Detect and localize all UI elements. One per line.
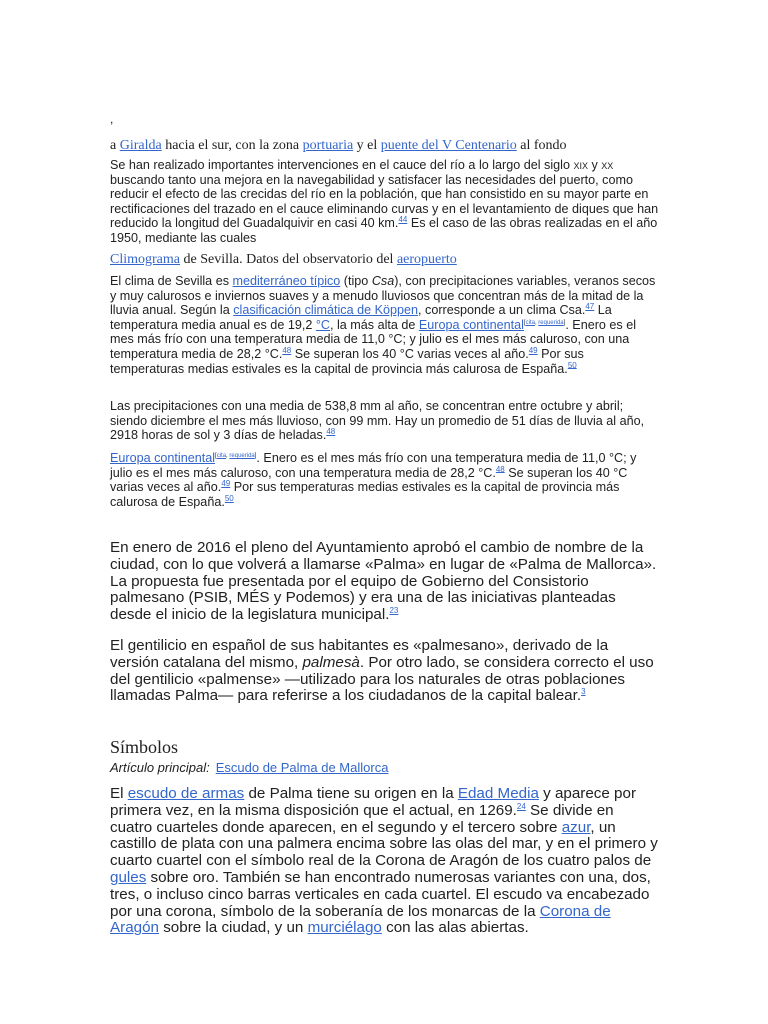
separator: ,: [226, 452, 230, 459]
paragraph-text: Se superan los 40 °C varias veces al año.: [291, 346, 529, 361]
paragraph-text: sobre oro. También se han encontrado numerosas variantes con una, dos, tres, o incluso cinco barras verticales en cada cuartel. El escudo va encabezado por una corona, símbolo de la soberanía de los monarcas de la: [110, 868, 651, 920]
paragraph-text: . Enero es el mes más frío con una temperatura media de 11,0 °C; y julio es el mes más caluroso, con una temperatura media de 28,2 °C.: [110, 317, 637, 361]
stray-mark: ,: [110, 112, 114, 126]
paragraph-text: ), con precipitaciones variables, veranos secos y muy calurosos e inviernos suaves y a menudo lluviosos que concentran más de la mitad de la lluvia anual. Según la: [110, 274, 656, 318]
paragraph-rio: [110, 158, 660, 246]
link-mediterraneo[interactable]: mediterráneo típico: [232, 274, 341, 288]
paragraph-text: Es el caso de las obras realizadas en el año 1950, mediante las cuales: [110, 216, 658, 245]
reference-link[interactable]: 23: [389, 606, 399, 616]
paragraph-cambio-nombre: [110, 540, 660, 624]
paragraph-text: y aparece por primera vez, en la misma disposición que el actual, en 1269.: [110, 785, 637, 819]
paragraph-text: La temperatura media anual es de 19,2: [110, 303, 612, 332]
paragraph-text: Por sus temperaturas medias estivales es la capital de provincia más calurosa de España.: [110, 480, 620, 509]
paragraph-text: El clima de Sevilla es: [110, 274, 233, 288]
paragraph-text: , la más alta de: [329, 317, 419, 332]
link-aeropuerto[interactable]: aeropuerto: [396, 252, 457, 267]
caption-text: y el: [353, 138, 381, 153]
century-numeral: xix: [573, 158, 588, 172]
paragraph-text: . Enero es el mes más frío con una temperatura media de 11,0 °C; y julio es el mes más caluroso, con una temperatura media de 28,2 °C.: [110, 451, 637, 480]
link-celsius[interactable]: °C: [315, 317, 330, 332]
bracket: ]: [254, 452, 257, 459]
hatnote-main-article: [110, 760, 388, 776]
link-puente-v-centenario[interactable]: puente del V Centenario: [380, 138, 517, 153]
bracket: [: [215, 452, 217, 459]
link-portuaria[interactable]: portuaria: [302, 138, 354, 153]
paragraph-text: de Palma tiene su origen en la: [244, 785, 458, 802]
citation-needed: [215, 453, 256, 459]
link-escudo-palma[interactable]: Escudo de Palma de Mallorca: [215, 760, 389, 775]
paragraph-text: Las precipitaciones con una media de 538,8 mm al año, se concentran entre octubre y abril; siendo diciembre el mes más lluvioso, con 99 mm. Hay un promedio de 51 días de lluvia al año, 2918 horas de sol y 3 días de heladas.: [110, 399, 645, 443]
link-europa-continental[interactable]: Europa continental: [418, 317, 524, 332]
reference-link[interactable]: 50: [224, 493, 234, 503]
image-caption-giralda: [110, 137, 567, 154]
link-cita[interactable]: cita: [216, 452, 227, 459]
reference-link[interactable]: 24: [516, 801, 526, 811]
paragraph-text: Se superan los 40 °C varias veces al año.: [110, 465, 628, 495]
link-gules[interactable]: gules: [110, 868, 147, 886]
climate-code: Csa: [371, 274, 395, 288]
paragraph-text: , corresponde a un clima Csa.: [418, 303, 586, 318]
paragraph-text: (tipo: [340, 274, 372, 288]
paragraph-text: Por sus temperaturas medias estivales es la capital de provincia más calurosa de España.: [110, 346, 584, 376]
paragraph-escudo: [110, 786, 660, 937]
paragraph-text: Se divide en cuatro cuarteles donde aparecen, en el segundo y el tercero sobre: [110, 801, 614, 836]
reference-link[interactable]: 50: [567, 360, 577, 370]
paragraph-text: . Por otro lado, se considera correcto el uso del gentilicio «palmense» —utilizado para los naturales de otras poblaciones llamadas Palma— para referirse a los ciudadanos de la capital balear.: [110, 653, 654, 705]
link-koppen[interactable]: clasificación climática de Köppen: [233, 303, 419, 318]
paragraph-text: y: [587, 158, 602, 172]
link-requerida[interactable]: requerida: [229, 452, 255, 459]
link-cita[interactable]: cita: [525, 319, 535, 326]
citation-needed: [524, 320, 565, 326]
catalan-term: palmesà: [302, 653, 360, 671]
paragraph-precipitaciones: [110, 399, 660, 443]
bracket: ]: [563, 319, 566, 326]
image-caption-climograma: [110, 251, 457, 268]
paragraph-europa-continental: [110, 451, 660, 509]
reference-link[interactable]: 48: [326, 427, 336, 436]
link-escudo-de-armas[interactable]: escudo de armas: [127, 785, 245, 802]
caption-text: al fondo: [516, 138, 567, 153]
bracket: [: [523, 319, 526, 326]
paragraph-text: En enero de 2016 el pleno del Ayuntamiento aprobó el cambio de nombre de la ciudad, con lo que volverá a llamarse «Palma» en lugar de «Palma de Mallorca». La propuesta fue presentada por el equipo de Gobierno del Consistorio palmesano (PSIB, MÉS y Podemos) y era una de las iniciativas planteadas desde el inicio de la legislatura municipal.: [110, 539, 657, 624]
section-heading-simbolos: Símbolos: [110, 737, 179, 757]
paragraph-text: El gentilicio en español de sus habitantes es «palmesano», derivado de la versión catalana del mismo,: [110, 637, 609, 671]
link-edad-media[interactable]: Edad Media: [457, 785, 539, 802]
caption-text: a: [110, 138, 120, 153]
link-corona-de-aragon[interactable]: Corona de Aragón: [110, 902, 611, 937]
paragraph-gentilicio: [110, 638, 660, 705]
paragraph-text: Se han realizado importantes intervenciones en el cauce del río a lo largo del siglo: [110, 158, 574, 172]
paragraph-text: con las alas abiertas.: [381, 919, 529, 937]
reference-link[interactable]: 48: [282, 345, 292, 355]
paragraph-text: , un castillo de plata con una palmera encima sobre las olas del mar, y en el primero y cuarto cuartel con el símbolo real de la Corona de Aragón de los cuatro palos de: [110, 818, 658, 870]
reference-link[interactable]: 47: [585, 302, 595, 311]
reference-link[interactable]: 49: [528, 345, 538, 355]
reference-link[interactable]: 48: [495, 464, 505, 474]
link-giralda[interactable]: Giralda: [119, 138, 162, 153]
reference-link[interactable]: 49: [221, 479, 231, 488]
caption-text: hacia el sur, con la zona: [161, 138, 303, 153]
paragraph-text: El: [110, 785, 128, 802]
caption-text: de Sevilla. Datos del observatorio del: [180, 252, 397, 267]
century-numeral: xx: [601, 158, 614, 172]
link-climograma[interactable]: Climograma: [110, 252, 180, 267]
link-azur[interactable]: azur: [561, 818, 591, 836]
paragraph-clima: [110, 274, 660, 376]
hatnote-label: Artículo principal:: [110, 760, 210, 775]
paragraph-text: buscando tanto una mejora en la navegabilidad y satisfacer las necesidades del puerto, como reducir el efecto de las crecidas del río en la población, que han consistido en su mayor parte en rectificaciones del trazado en el cauce eliminando curvas y en el levantamiento de diques que han reducido la longitud del Guadalquivir en casi 40 km.: [110, 172, 659, 231]
reference-link[interactable]: 44: [398, 215, 408, 225]
separator: ,: [534, 319, 539, 326]
link-europa-continental[interactable]: Europa continental: [110, 451, 216, 465]
paragraph-text: sobre la ciudad, y un: [158, 919, 308, 937]
link-murcielago[interactable]: murciélago: [307, 919, 382, 937]
reference-link[interactable]: 3: [581, 687, 586, 697]
link-requerida[interactable]: requerida: [538, 319, 564, 326]
